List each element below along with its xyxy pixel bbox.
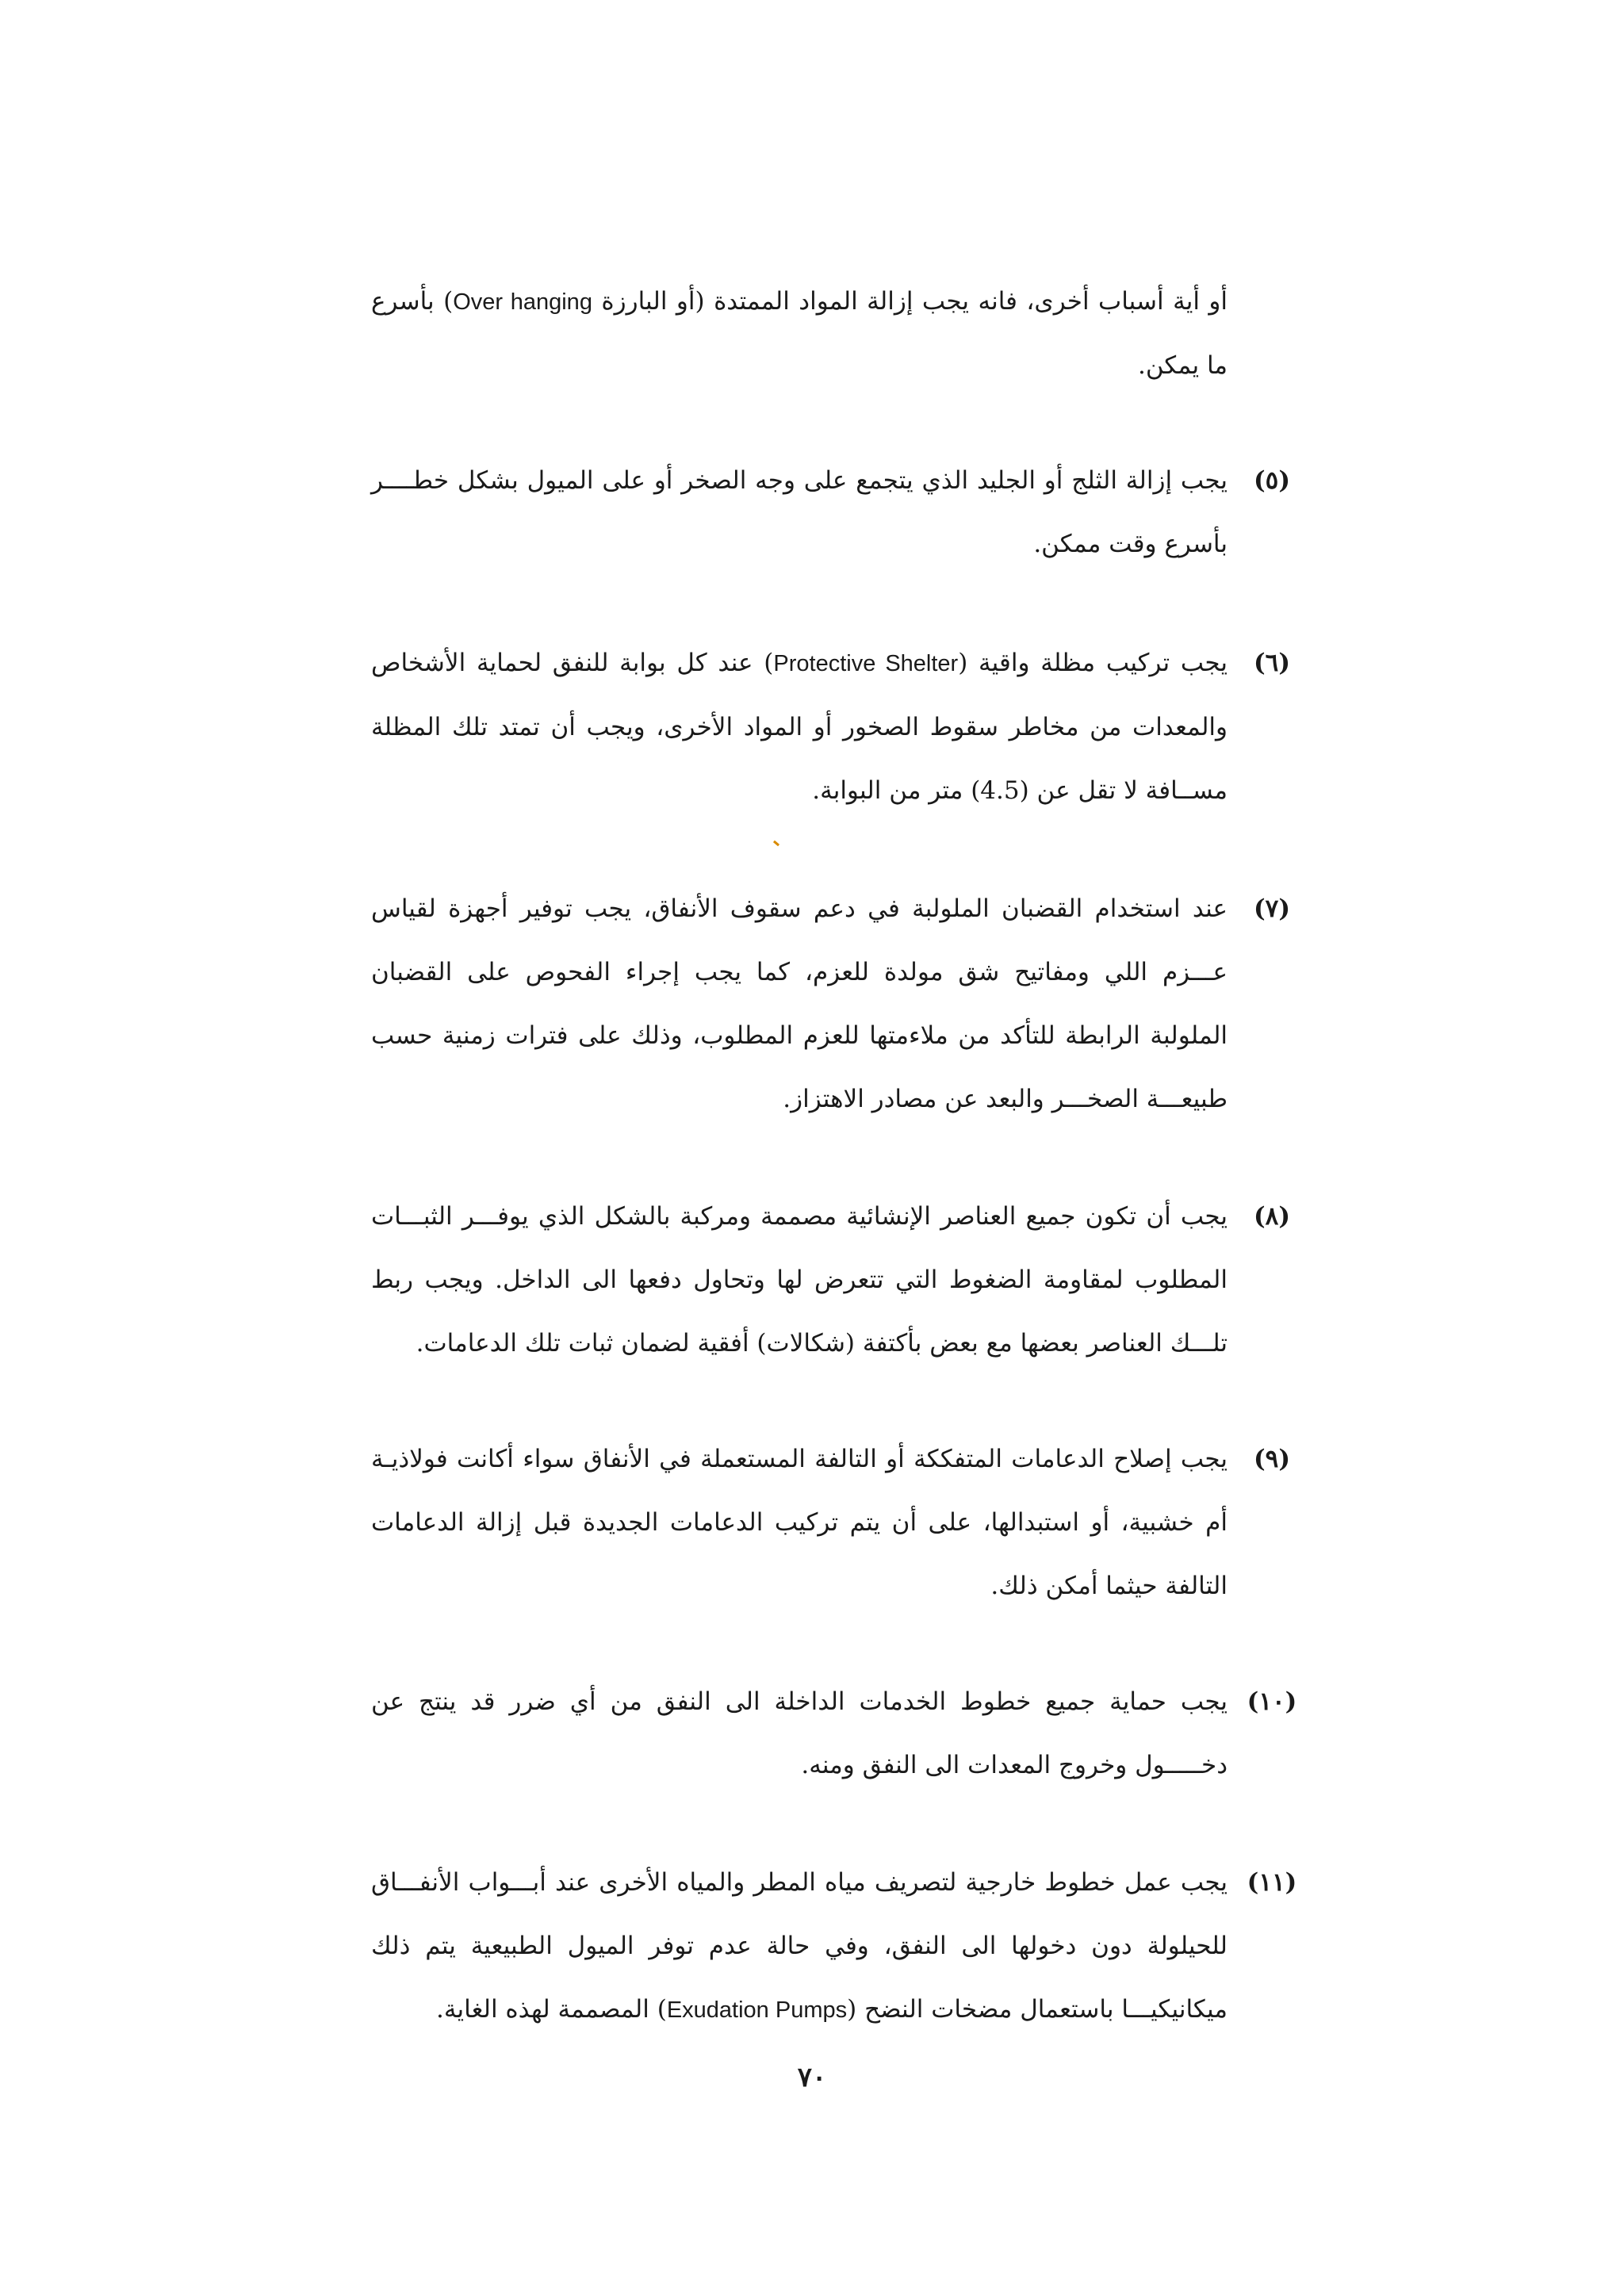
item-text: يجب أن تكون جميع العناصر الإنشائية مصممة ومركبة بالشكل الذي يوفـــر الثبـــات المطلوب لمقاومة الضغوط التي تتعرض لها وتحاول دفعها الى الداخل. ويجب ربط تلـــك العناصر بعضها مع بعض بأكتفة (شكالات) أفقية لضمان ثبات تلك الدعامات. [371, 1202, 1228, 1358]
item-number: (٥) [1254, 466, 1290, 495]
list-item-6 [371, 631, 1290, 822]
item-number: (٨) [1254, 1202, 1290, 1231]
list-item-10 [371, 1670, 1297, 1797]
item-text-after: ) المصممة لهذه الغاية. [436, 1995, 667, 2024]
item-text: عند استخدام القضبان الملولبة في دعم سقوف الأنفاق، يجب توفير أجهزة لقياس عـــزم اللي ومفاتيح شق مولدة للعزم، كما يجب إجراء الفحوص على القضبان الملولبة الرابطة للتأكد من ملاءمتها للعزم المطلوب، وذلك على فترات زمنية حسب طبيعـــة الصخـــر والبعد عن مصادر الاهتزاز. [371, 894, 1228, 1113]
item-text: يجب إزالة الثلج أو الجليد الذي يتجمع على وجه الصخر أو على الميول بشكل خطــــر بأسرع وقت ممكن. [371, 466, 1228, 558]
intro-latin-term: Over hanging [453, 289, 592, 315]
item-text [371, 1851, 1228, 2042]
intro-paragraph [371, 270, 1228, 397]
item-latin-term: Exudation Pumps [666, 1997, 848, 2023]
list-item-8 [371, 1185, 1290, 1375]
item-text-before: يجب عمل خطوط خارجية لتصريف مياه المطر والمياه الأخرى عند أبـــواب الأنفـــاق للحيلولة دون دخولها الى النفق، وفي حالة عدم توفر الميول الطبيعية يتم ذلك ميكانيكيـــا باستعمال مضخات النضح ( [371, 1868, 1228, 2024]
item-text-after: ) عند كل بوابة للنفق لحماية الأشخاص والمعدات من مخاطر سقوط الصخور أو المواد الأخرى، ويجب أن تمتد تلك المظلة مســافة لا تقل عن (4.5) متر من البوابة. [371, 649, 1228, 805]
item-number: (١٠) [1247, 1687, 1297, 1716]
item-text: يجب إصلاح الدعامات المتفككة أو التالفة المستعملة في الأنفاق سواء أكانت فولاذيـة أم خشبية، أو استبدالها، على أن يتم تركيب الدعامات الجديدة قبل إزالة الدعامات التالفة حيثما أمكن ذلك. [371, 1445, 1228, 1600]
stray-mark [773, 841, 779, 846]
intro-text-before: أو أية أسباب أخرى، فانه يجب إزالة المواد الممتدة (أو البارزة [601, 287, 1228, 316]
item-number: (١١) [1247, 1868, 1297, 1897]
list-item-9 [371, 1427, 1290, 1618]
item-number: (٧) [1254, 894, 1290, 923]
item-number: (٩) [1254, 1445, 1290, 1473]
item-latin-term: Protective Shelter [773, 651, 959, 676]
intro-text-after: ) بأسرع ما يمكن. [371, 287, 1228, 380]
list-item-11 [371, 1851, 1297, 2042]
item-text [371, 631, 1228, 822]
list-item-7 [371, 877, 1290, 1131]
item-text-before: يجب تركيب مظلة واقية ( [958, 649, 1228, 677]
list-item-5 [371, 449, 1290, 576]
item-number: (٦) [1254, 649, 1290, 677]
page-number: ٧٠ [797, 2062, 827, 2093]
item-text: يجب حماية جميع خطوط الخدمات الداخلة الى النفق من أي ضرر قد ينتج عن دخـــــول وخروج المعدات الى النفق ومنه. [371, 1687, 1228, 1779]
